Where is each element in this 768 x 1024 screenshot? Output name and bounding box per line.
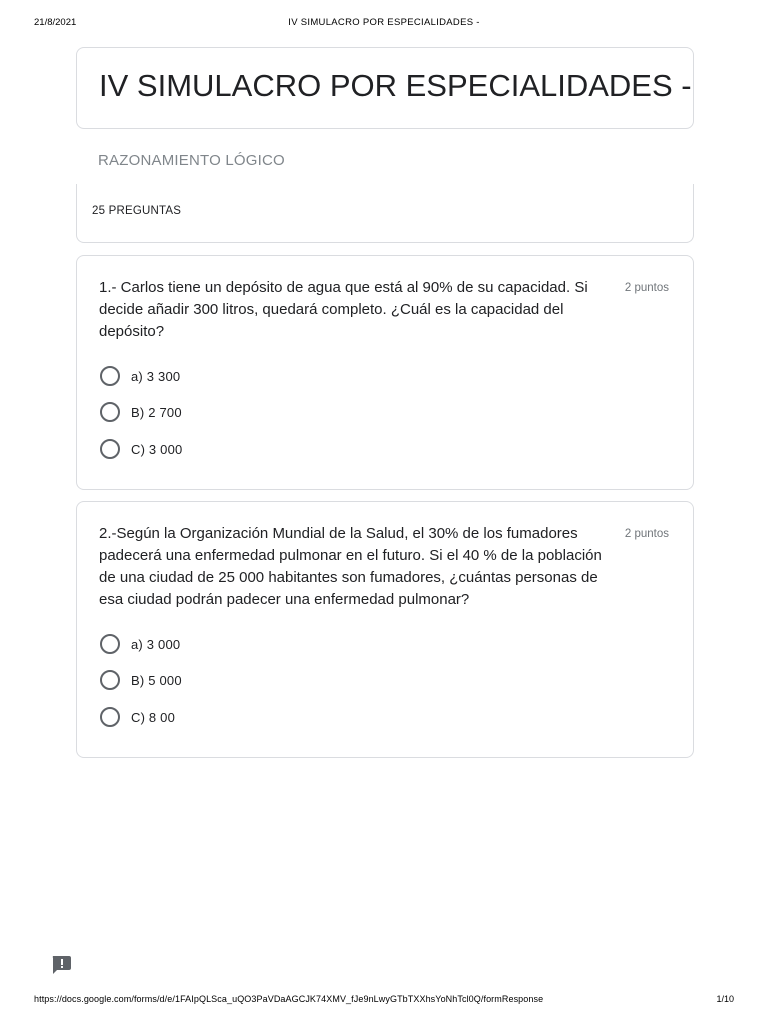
- feedback-icon[interactable]: [50, 955, 72, 975]
- option-a[interactable]: [100, 366, 180, 386]
- question-points: 2 puntos: [624, 528, 669, 540]
- option-label: B) 2 700: [131, 404, 182, 420]
- print-url: https://docs.google.com/forms/d/e/1FAIpQLSca_uQO3PaVDaAGCJK74XMV_fJe9nLwyGTbTXXhsYoNhTcl0Q/formResponse: [34, 994, 544, 1004]
- option-label: a) 3 000: [131, 636, 181, 652]
- radio-button[interactable]: [100, 670, 120, 690]
- radio-button[interactable]: [100, 707, 120, 727]
- section-card: [76, 184, 694, 243]
- section-description: 25 PREGUNTAS: [92, 205, 182, 217]
- radio-button[interactable]: [100, 402, 120, 422]
- option-a[interactable]: [100, 634, 180, 654]
- question-card-1: [76, 255, 694, 490]
- option-b[interactable]: [100, 670, 182, 690]
- page-number: 1/10: [716, 994, 734, 1004]
- question-text: 2.-Según la Organización Mundial de la Salud, el 30% de los fumadores padecerá una enfermedad pulmonar en el futuro. Si el 40 % de la población de una ciudad de 25 000 habitantes son fumadores, ¿cuántas personas de esa ciudad podrán padecer una enfermedad pulmonar?: [99, 525, 602, 608]
- form-title: IV SIMULACRO POR ESPECIALIDADES -: [99, 68, 692, 103]
- print-footer: [0, 994, 768, 1008]
- print-title: IV SIMULACRO POR ESPECIALIDADES -: [288, 17, 480, 28]
- section-title: RAZONAMIENTO LÓGICO: [98, 152, 285, 169]
- option-label: B) 5 000: [131, 672, 182, 688]
- radio-button[interactable]: [100, 634, 120, 654]
- option-label: a) 3 300: [131, 368, 181, 384]
- radio-button[interactable]: [100, 366, 120, 386]
- option-b[interactable]: [100, 402, 182, 422]
- option-label: C) 3 000: [131, 441, 183, 457]
- print-header: [0, 17, 768, 31]
- question-text: 1.- Carlos tiene un depósito de agua que está al 90% de su capacidad. Si decide añadir 300 litros, quedará completo. ¿Cuál es la capacidad del depósito?: [99, 279, 588, 340]
- option-c[interactable]: [100, 707, 175, 727]
- question-card-2: [76, 501, 694, 758]
- form-title-card: [76, 47, 694, 129]
- option-c[interactable]: [100, 439, 182, 459]
- option-label: C) 8 00: [131, 709, 176, 725]
- radio-button[interactable]: [100, 439, 120, 459]
- print-date: 21/8/2021: [34, 17, 77, 28]
- question-points: 2 puntos: [624, 282, 669, 294]
